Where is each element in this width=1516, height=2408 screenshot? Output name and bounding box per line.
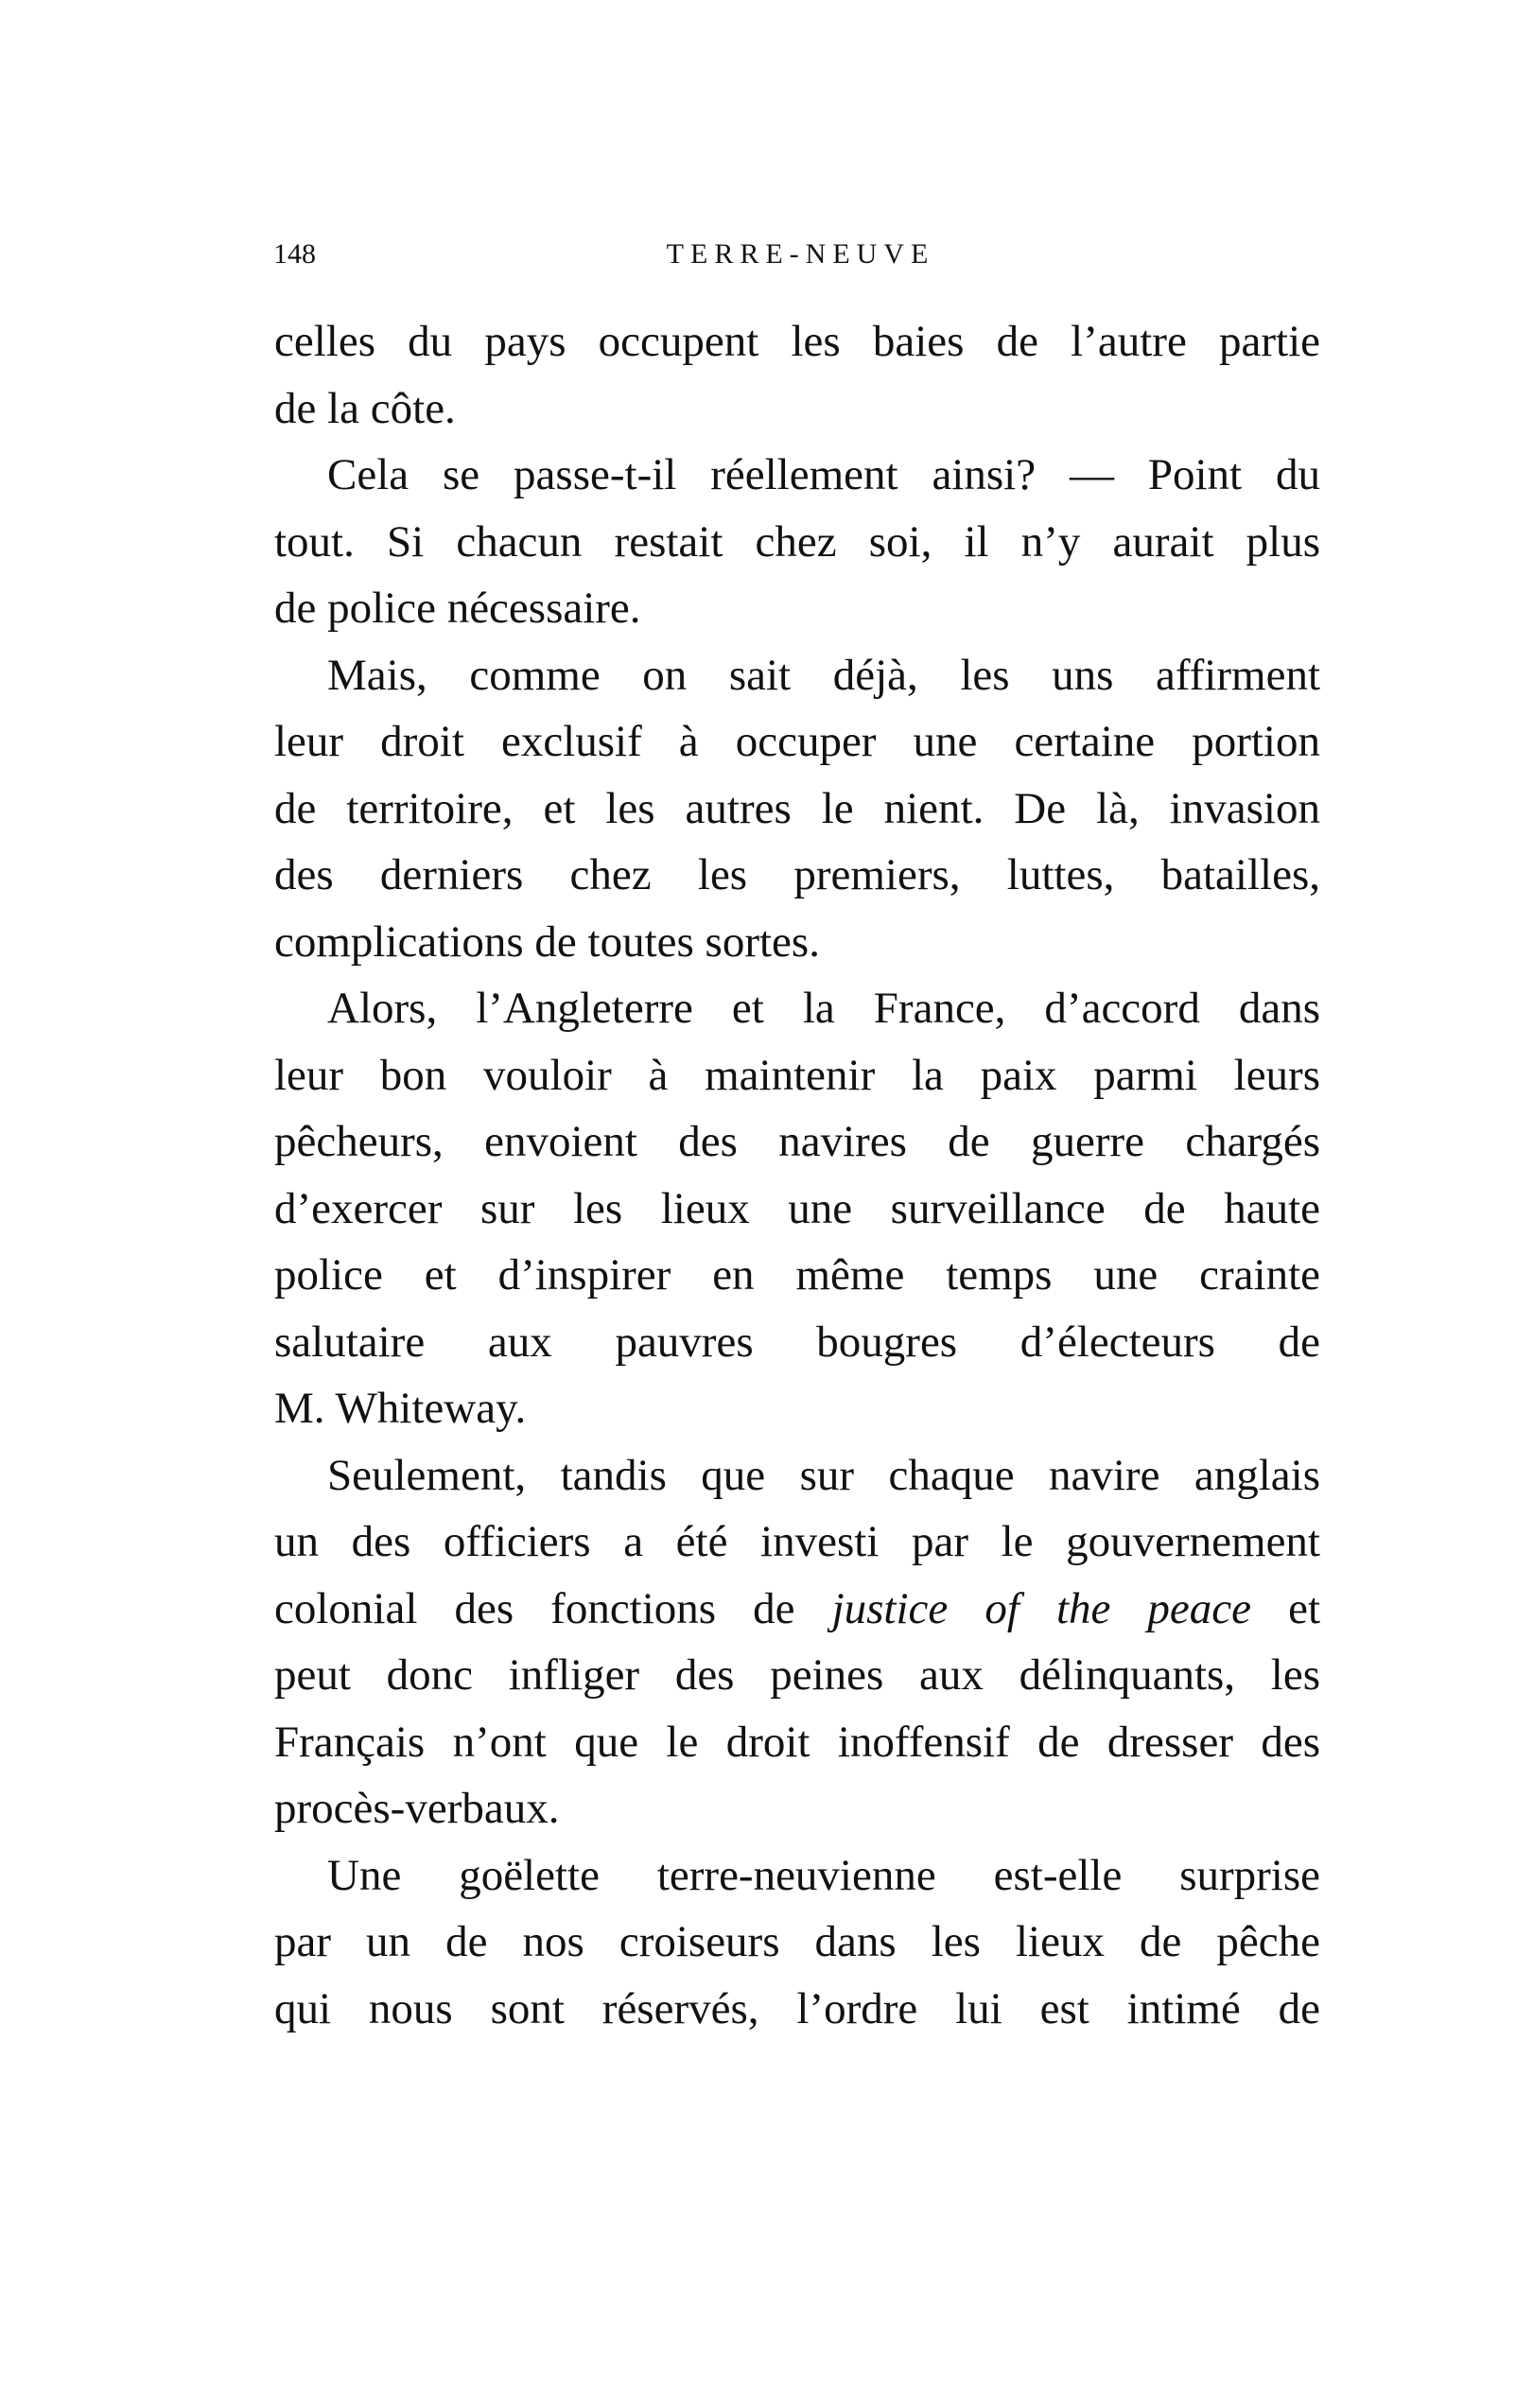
text-line: Une goëlette terre-neuvienne est-elle surprise — [327, 1850, 1320, 1900]
text-line: pêcheurs, envoient des navires de guerre chargés — [274, 1117, 1320, 1166]
text-line: tout. Si chacun restait chez soi, il n’y aurait plus — [274, 516, 1320, 567]
text-line: Français n’ont que le droit inoffensif de dresser des — [274, 1717, 1320, 1767]
text-line: celles du pays occupent les baies de l’autre partie — [274, 317, 1320, 366]
text-line: Cela se passe-t-il réellement ainsi? — Point du — [327, 450, 1320, 499]
text-line: des derniers chez les premiers, luttes, batailles, — [274, 850, 1320, 899]
running-title: TERRE-NEUVE — [666, 238, 935, 270]
text-line: police et d’inspirer en même temps une crainte — [274, 1250, 1320, 1300]
text-line: Alors, l’Angleterre et la France, d’accord dans — [327, 984, 1320, 1033]
text-line: salutaire aux pauvres bougres d’électeurs de — [274, 1317, 1320, 1367]
text-line: M. Whiteway. — [274, 1384, 527, 1433]
text-line: de territoire, et les autres le nient. De là, invasion — [274, 783, 1320, 833]
text-line: Seulement, tandis que sur chaque navire anglais — [327, 1450, 1320, 1500]
text-line — [274, 1576, 1320, 1643]
text-line: complications de toutes sortes. — [274, 916, 820, 967]
italic-phrase: justice of the peace — [831, 1583, 1252, 1633]
text-line: de police nécessaire. — [274, 584, 641, 633]
text-line: par un de nos croiseurs dans les lieux de pêche — [274, 1917, 1320, 1966]
text-line: procès-verbaux. — [274, 1784, 560, 1833]
text-line: leur droit exclusif à occuper une certaine portion — [274, 717, 1320, 766]
text-segment: et — [1251, 1583, 1320, 1633]
body-text — [274, 308, 1320, 2042]
text-line: qui nous sont réservés, l’ordre lui est intimé de — [274, 1983, 1320, 2033]
text-line: d’exercer sur les lieux une surveillance de haute — [274, 1183, 1320, 1233]
text-segment: colonial des fonctions de — [274, 1583, 832, 1633]
text-line: leur bon vouloir à maintenir la paix parmi leurs — [274, 1050, 1320, 1100]
text-line: Mais, comme on sait déjà, les uns affirment — [327, 650, 1320, 700]
page-number: 148 — [273, 238, 316, 270]
text-line: un des officiers a été investi par le gouvernement — [274, 1517, 1320, 1566]
text-line: peut donc infliger des peines aux délinquants, les — [274, 1650, 1320, 1700]
text-line: de la côte. — [274, 383, 456, 433]
